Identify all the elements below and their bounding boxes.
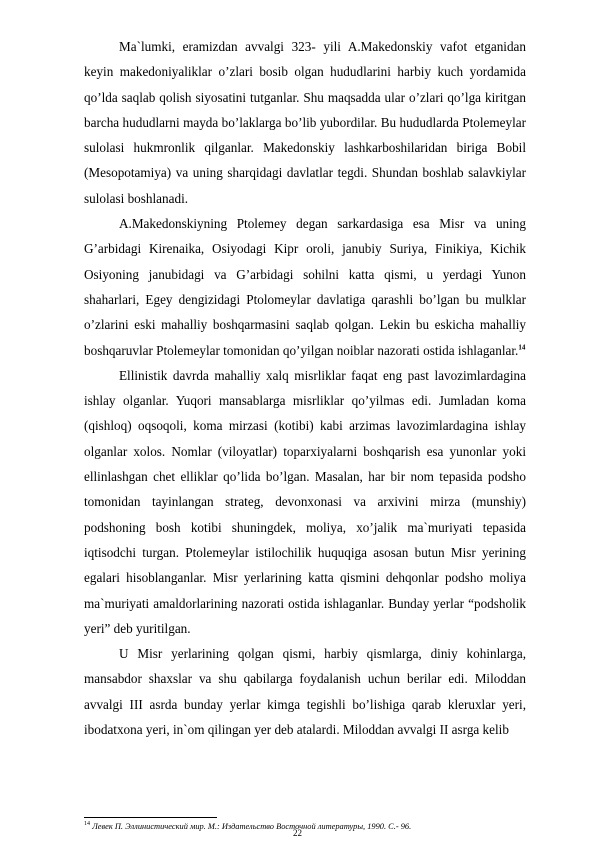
paragraph-4: U Misr yerlarining qolgan qismi, harbiy qismlarga, diniy kohinlarga, mansabdor shaxslar va shu qabilarga foydalanish uchun berilar edi. Miloddan avvalgi III asrda bunday yerlar kimga tegishli bo’lishiga qarab kleruxlar yeri, ibodatxona yeri, in`om qilingan yer deb atalardi. Miloddan avvalgi II asrga kelib — [84, 646, 526, 738]
footnote-divider — [84, 817, 217, 818]
paragraph-1: Ma`lumki, eramizdan avvalgi 323- yili A.Makedonskiy vafot etganidan keyin makedoniyaliklar o’zlari bosib olgan hududlarini harbiy kuch yordamida qo’lda saqlab qolish siyosatini tutganlar. Shu maqsadda ular o’zlari qo’lga kiritgan barcha hududlarni mayda bo’laklarga bo’lib yubordilar. Bu hududlarda Ptolemeylar sulolasi hukmronlik qilganlar. Makedonskiy lashkarboshilaridan biriga Bobil (Mesopotamiya) va uning sharqidagi davlatlar tegdi. Shundan boshlab salavkiylar sulolasi boshlanadi. — [84, 39, 526, 206]
paragraph-2-text: A.Makedonskiyning Ptolemey degan sarkardasiga esa Misr va uning G’arbidagi Kirenaika, Osiyodagi Kipr oroli, janubiy Suriya, Finikiya, Kichik Osiyoning janubidagi va G’arbidagi sohilni katta qismi, u yerdagi Yunon shaharlari, Egey dengizidagi Ptolomeylar davlatiga qarashli bo’lgan bu mulklar o’zlarini eski mahalliy boshqarmasini saqlab qolgan. Lekin bu eskicha mahalliy boshqaruvlar Ptolemeylar tomonidan qo’yilgan noiblar nazorati ostida ishlaganlar. — [84, 216, 526, 358]
footnote-text: Левек П. Эллинистический мир. М.: Издательство Восточной литературы, 1990. С.- 96. — [92, 821, 412, 831]
page-number: 22 — [293, 828, 302, 838]
paragraph-3: Ellinistik davrda mahalliy xalq misrliklar faqat eng past lavozimlardagina ishlay olganlar. Yuqori mansablarga misrliklar qo’yilmas edi. Jumladan koma (qishloq) oqsoqoli, koma mirzasi (kotibi) kabi arzimas lavozimlardagina ishlay olganlar xolos. Nomlar (viloyatlar) toparxiyalarni boshqarish esa yunonlar yoki ellinlashgan chet elliklar qo’lida bo’lgan. Masalan, har bir nom tepasida podsho tomonidan tayinlangan strateg, devonxonasi va arxivini mirza (munshiy) podshoning bosh kotibi shuningdek, moliya, xo’jalik ma`muriyati tepasida iqtisodchi turgan. Ptolemeylar istilochilik huquqiga asosan butun Misr yerining egalari hisoblanganlar. Misr yerlarining katta qismini dehqonlar podsho moliya ma`muriyati amaldorlarining nazorati ostida ishlaganlar. Bunday yerlar “podsholik yeri” deb yuritilgan. — [84, 367, 526, 636]
footnote-reference[interactable]: 14 — [518, 343, 526, 352]
paragraph-2 — [84, 211, 526, 363]
document-body — [84, 34, 526, 742]
footnote-number: 14 — [84, 821, 90, 827]
